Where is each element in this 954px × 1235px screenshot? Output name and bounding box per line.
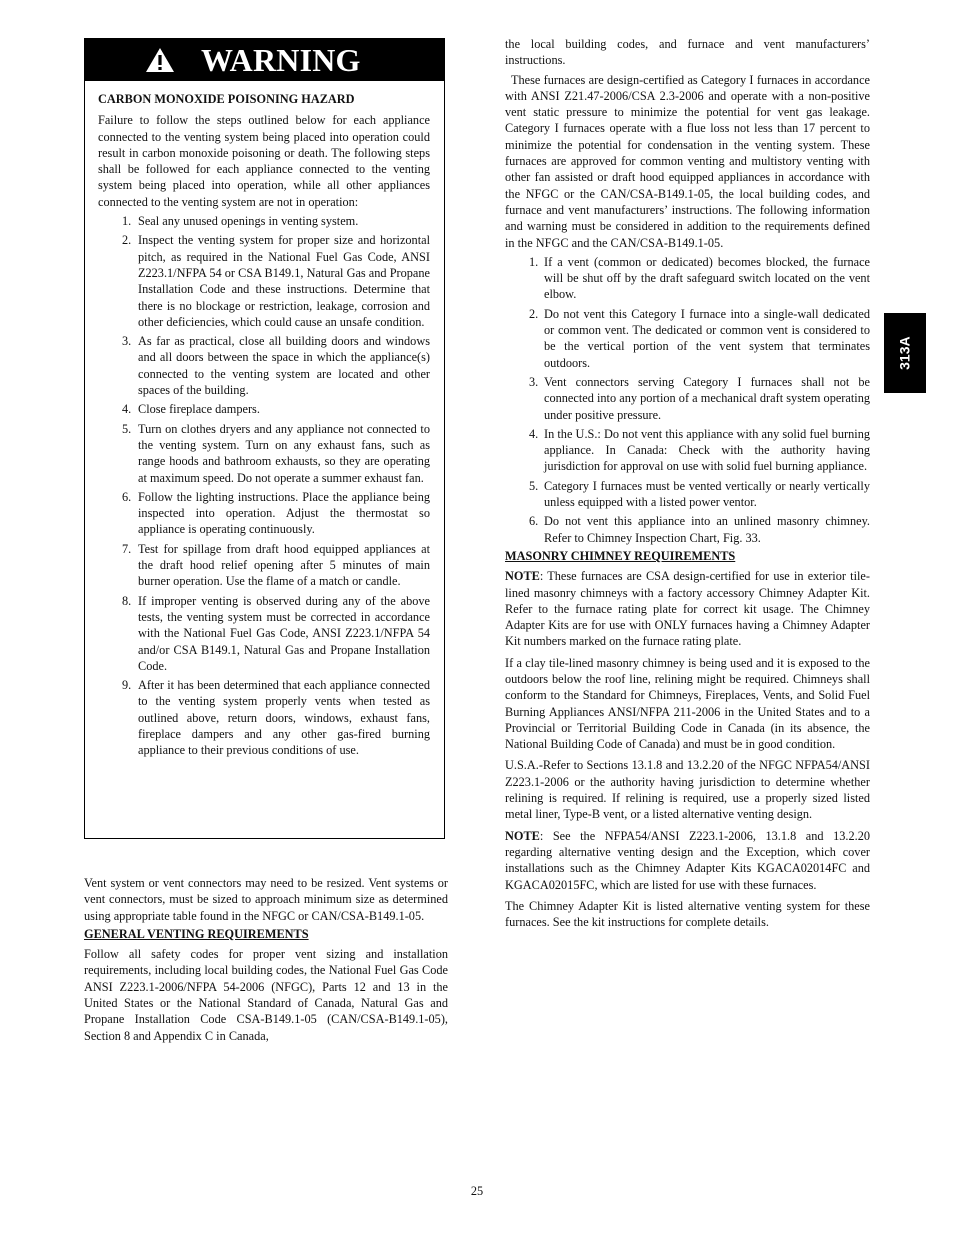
warning-step	[98, 401, 430, 417]
note-label: NOTE	[505, 828, 540, 843]
list-item-number: 6.	[529, 514, 539, 529]
side-tab	[884, 313, 926, 393]
usa-paragraph: U.S.A.-Refer to Sections 13.1.8 and 13.2.20 of the NFGC NFPA54/ANSI Z223.1-2006 or the authority having jurisdiction to determine whether relining is required. If relining is required, use a properly sized listed metal liner, Type-B vent, or a listed alternative venting design.	[505, 758, 870, 822]
warning-step	[98, 489, 430, 538]
warning-intro: Failure to follow the steps outlined below for each appliance connected to the venting system being placed into operation could result in carbon monoxide poisoning or death. The following steps shall be followed for each appliance connected to the venting system being placed into operation, while all other appliances connected to the venting system are not in operation:	[98, 113, 430, 209]
warning-step	[98, 333, 430, 398]
warning-title: WARNING	[201, 41, 361, 78]
general-venting-title: GENERAL VENTING REQUIREMENTS	[84, 926, 309, 941]
page-number: 25	[470, 1184, 484, 1198]
safety-codes-paragraph: Follow all safety codes for proper vent sizing and installation requirements, including local building codes, the National Fuel Gas Code ANSI Z223.1-2006/NFPA 54-2006 (NFGC), Parts 12 and 13 in the United States or the National Standard of Canada, Natural Gas and Propane Installation Code CSA-B149.1-05 (CAN/CSA-B149.1-05), Section 8 and Appendix C in Canada,	[84, 947, 448, 1043]
warning-header	[85, 39, 444, 81]
warning-step	[98, 421, 430, 486]
clay-tile-paragraph: If a clay tile-lined masonry chimney is being used and it is exposed to the outdoors below the roof line, relining might be required. Chimneys shall conform to the Standard for Chimneys, Fireplaces, Vents, and Solid Fuel Burning Appliances ANSI/NFPA 211-2006 in the United States and to a Provincial or Territorial Building Code in Canada (in its absence, the National Building Code of Canada) and must be in good condition.	[505, 655, 870, 752]
note-paragraph-2	[505, 828, 870, 893]
list-item-number: 7.	[122, 541, 132, 556]
list-item-text: Vent connectors serving Category I furnaces shall not be connected into any portion of a mechanical draft system operating under positive pressure.	[544, 374, 870, 422]
list-item-number: 2.	[529, 306, 539, 321]
list-item-text: Category I furnaces must be vented vertically or nearly vertically unless equipped with a listed power ventor.	[544, 478, 870, 510]
masonry-chimney-title: MASONRY CHIMNEY REQUIREMENTS	[505, 548, 736, 563]
vent-rule-item	[505, 513, 870, 546]
list-item-text: Do not vent this Category I furnace into a single-wall dedicated or common vent. The dedicated or common vent is considered to be the vertical portion of the vent system that terminates outdoors.	[544, 306, 870, 370]
list-item-number: 4.	[529, 426, 539, 441]
warning-box	[84, 38, 445, 839]
category-paragraph: These furnaces are design-certified as Category I furnaces in accordance with ANSI Z21.47-2006/CSA 2.3-2006 and operate with a non-positive vent static pressure to minimize the potential for vent gas leakage. Category I furnaces operate with a flue loss not less than 17 percent to minimize the potential for condensation in the venting system. These furnaces are approved for common venting and multistory venting with other fan assisted or draft hood equipped appliances in accordance with the NFGC or the CAN/CSA-B149.1-05, the local building codes, and furnace and vent manufacturers’ instructions. The following information and warning must be considered in addition to the requirements defined in the NFGC and the CAN/CSA-B149.1-05.	[505, 72, 870, 250]
vent-rule-item	[505, 374, 870, 423]
vent-rule-item	[505, 254, 870, 303]
adapter-kit-paragraph: The Chimney Adapter Kit is listed alternative venting system for these furnaces. See the kit instructions for complete details.	[505, 898, 870, 930]
list-item-text: Follow the lighting instructions. Place the appliance being inspected into operation. Adjust the thermostat so appliance is operating continuously.	[138, 489, 430, 537]
list-item-text: Do not vent this appliance into an unlined masonry chimney. Refer to Chimney Inspection Chart, Fig. 33.	[544, 514, 870, 545]
vent-rule-item	[505, 306, 870, 371]
list-item-text: If improper venting is observed during any of the above tests, the venting system must be corrected in accordance with the National Fuel Gas Code, ANSI Z223.1/NFPA 54 and/or CSA B149.1, Natural Gas and Propane Installation Code.	[138, 593, 430, 673]
list-item-number: 6.	[122, 489, 132, 504]
list-item-number: 5.	[529, 478, 539, 493]
list-item-number: 5.	[122, 421, 132, 436]
list-item-text: Test for spillage from draft hood equipped appliances at the draft hood relief opening after 5 minutes of main burner operation. Use the flame of a match or candle.	[138, 541, 430, 589]
list-item-text: Inspect the venting system for proper size and horizontal pitch, as required in the National Fuel Gas Code, ANSI Z223.1/NFPA 54 or CSA B149.1, Natural Gas and Propane Installation Code and these instructions. Determine that there is no blockage or restriction, leakage, corrosion and other deficiencies, which could cause an unsafe condition.	[138, 233, 430, 329]
warning-triangle-icon	[145, 47, 175, 73]
right-column	[505, 36, 870, 930]
left-column	[84, 875, 448, 1044]
list-item-text: Seal any unused openings in venting system.	[138, 214, 359, 229]
resize-paragraph: Vent system or vent connectors may need to be resized. Vent systems or vent connectors, must be sized to approach minimum size as determined using appropriate table found in the NFGC or CAN/CSA-B149.1-05.	[84, 876, 448, 923]
vent-rules-list	[505, 254, 870, 546]
warning-step	[98, 213, 430, 229]
warning-steps-list	[98, 213, 430, 759]
list-item-number: 1.	[122, 214, 132, 229]
list-item-number: 4.	[122, 402, 132, 417]
note-2-text: : See the NFPA54/ANSI Z223.1-2006, 13.1.8 and 13.2.20 regarding alternative venting design and the Exception, which cover installations such as the Chimney Adapter Kits KGACA02014FC and KGACA02015FC, which are listed for use with these furnaces.	[505, 828, 870, 892]
list-item-number: 8.	[122, 593, 132, 608]
list-item-text: After it has been determined that each appliance connected to the venting system properly vents when tested as outlined above, return doors, windows, exhaust fans, fireplace dampers and any other gas-fired burning appliance to their previous conditions of use.	[138, 678, 430, 758]
list-item-text: As far as practical, close all building doors and windows and all doors between the space in which the appliance(s) connected to the venting system are located and other spaces of the building.	[138, 334, 430, 398]
warning-step	[98, 593, 430, 674]
side-tab-label: 313A	[896, 336, 913, 370]
list-item-text: If a vent (common or dedicated) becomes blocked, the furnace will be shut off by the draft safeguard switch located on the vent elbow.	[544, 254, 870, 302]
vent-rule-item	[505, 478, 870, 511]
list-item-text: Turn on clothes dryers and any appliance not connected to the venting system. Turn on any exhaust fans, such as range hoods and bathroom exhausts, so they are operating at maximum speed. Do not operate a summer exhaust fan.	[138, 421, 430, 485]
warning-step	[98, 232, 430, 330]
continued-paragraph: the local building codes, and furnace and vent manufacturers’ instructions.	[505, 37, 870, 68]
list-item-number: 1.	[529, 254, 539, 269]
warning-body	[85, 81, 444, 759]
list-item-number: 2.	[122, 233, 132, 248]
hazard-title: CARBON MONOXIDE POISONING HAZARD	[98, 92, 355, 106]
warning-step	[98, 677, 430, 758]
list-item-text: In the U.S.: Do not vent this appliance with any solid fuel burning appliance. In Canada: Check with the authority having jurisdiction for approval on use with solid fuel burning appliance.	[544, 426, 870, 474]
warning-step	[98, 541, 430, 590]
vent-rule-item	[505, 426, 870, 475]
note-1-text: : These furnaces are CSA design-certified for use in exterior tile-lined masonry chimneys with a factory accessory Chimney Adapter Kit. Refer to the furnace rating plate for correct kit usage. The Chimney Adapter Kits are for use with ONLY furnaces having a Chimney Adapter Kit numbers marked on the furnace rating plate.	[505, 569, 870, 649]
note-label: NOTE	[505, 569, 540, 584]
list-item-text: Close fireplace dampers.	[138, 402, 260, 417]
note-paragraph-1	[505, 568, 870, 649]
list-item-number: 3.	[529, 374, 539, 389]
list-item-number: 3.	[122, 334, 132, 349]
list-item-number: 9.	[122, 678, 132, 693]
